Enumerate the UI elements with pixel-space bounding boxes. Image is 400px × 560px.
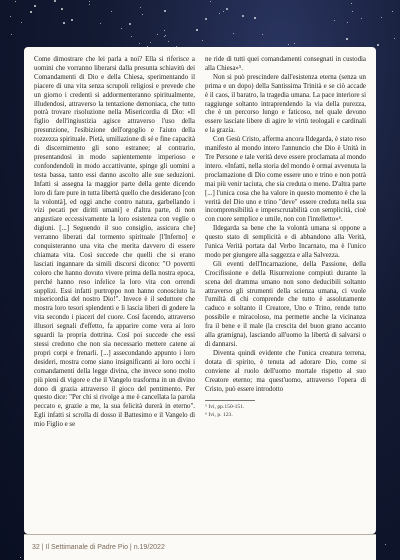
star-dot [226,8,228,10]
star-dot [139,43,140,44]
star-dot [168,41,169,42]
star-dot [347,22,348,23]
star-dot [131,36,132,37]
column-left [34,56,195,430]
star-dot [164,10,166,12]
star-dot [202,40,203,41]
star-dot [334,20,335,21]
star-dot [164,30,165,31]
column-right [205,56,366,430]
star-dot [89,4,90,5]
star-dot [140,7,141,8]
star-dot [196,29,198,31]
star-dot [254,17,256,19]
star-dot [11,34,12,35]
star-dot [346,38,348,40]
page-footer [24,534,376,560]
footnote: ⁶ Ivi, p. 123. [205,411,233,418]
star-dot [392,11,393,12]
article-page [24,47,376,534]
star-dot [351,3,352,4]
star-dot [10,16,11,17]
star-dot [63,22,65,24]
star-dot [15,1,16,2]
star-dot [219,13,220,14]
star-dot [54,0,56,2]
star-dot [288,44,289,45]
footnote: ⁵ Ivi, pp.150-151. [205,404,245,411]
paragraph: Con Gesù Cristo, afferma ancora Ildegarda, è stato reso manifesto al mondo intero l'annuncio che Dio è Unità in Tre Persone e tale verità deve essere proclamata al mondo intero. «Infatti, nella storia del mondo è ormai avvenuta la proclamazione di Dio come essere uno e trino e non potrà mai più venir taciuta, che sia creduta o meno. D'altra parte [...] l'unica cosa che ha valore in questo momento è che la verità del Dio uno e trino "deve" essere creduta nella sua incomprensibilità e imperscrutabilità con semplicità, cioè con cuore semplice e umile, non con l'intelletto»⁶. [205,136,366,224]
paragraph: Come dimostrare che lei parla a noi? Ella si riferisce a uomini che vorranno liberarsi dalla presunta schiavitù dei Comandamenti di Dio e della Chiesa, sperimentando il piacere di una vita senza scrupoli religiosi e prevede che un giorno i credenti si addormenteranno spiritualmente, illudendosi, attraverso la tentazione demoniaca, che tutto potrà trovare risoluzione nella Misericordia di Dio: «Il figlio dell'ingiustizia agisce attraverso l'uso della presunzione, l'esibizione dell'orgoglio e l'aiuto della rozzezza spirituale. Pietà, umiliazione di sé e fine capacità di discernimento gli sono estranee; al contrario, presentandosi in modo sapientemente imperioso e confondendoli in modo accattivante, spinge gli uomini a testa bassa, tanto essi danno ascolto alle sue seduzioni. Infatti si assegna la maggior parte della gente dicendo loro di fare pure in tutta libertà quello che desiderano [con la volontà], ed oggi anche contro natura, garbellando i vizi pecati per diritti umani] e d'altra parte, di non angustiare eccessivamente la loro esistenza con veglie o digiuni. [...] Seguendo il suo consiglio, assicura che] verranno liberati dal tormento spirituale [l'Inferno] e conquisteranno una vita che merita davvero di essere chiamata vita. Così succede che quelli che si erano lasciati ingannare da simili discorsi dicono: "O povertti coloro che hanno dovuto vivere prima della nostra epoca, perché hanno reso infelice la loro vita con orrendi supplizi. Essi infatti purtroppo non hanno conosciuto la misericordia del nostro Dio!". Invece è il seduttore che mostra loro tesori splendenti e li lascia liberi di godere la vita secondo i piaceri del cuore. Così facendo, attraverso illusori segnali d'effetto, fa apparire come vera ai loro sguardi la propria dottrina. Così poi succede che essi stessi credono che non sia necessario mettere catene ai propri corpi e frenarli. [...] assecondando appunto i loro desideri, mostra come siano insignificanti ai loro occhi i comandamenti della legge divina, che invece sono molto più pieni di vigore e che il Vangelo trasforma in un divino dono di grazia attraverso il gioco del pentimento. Per questo dice: "Per chi si rivolge a me è cancellata la parola peccato e, grazie a me, la sua felicità durerà in eterno". Egli infatti si scrolla di dosso il Battesimo e il Vangelo di mio Figlio e se [34,56,195,429]
star-dot [361,18,362,19]
star-dot [71,19,73,21]
star-dot [352,11,353,12]
star-dot [21,22,22,23]
star-dot [233,33,234,34]
star-dot [20,557,21,558]
paragraph: Diventa quindi evidente che l'unica creatura terrena, dotata di spirito, è tenuta ad adorare Dio, come si conviene al ruolo dell'uomo mortale rispetto al suo Creatore eterno; ma quest'uomo, attraverso l'opera di Cristo, può essere introdotto [205,349,366,393]
star-dot [89,1,90,2]
star-dot [61,8,63,10]
star-dot [34,5,36,7]
star-dot [165,35,166,36]
paragraph: Gli eventi dell'Incarnazione, della Passione, della Crocifissione e della Risurrezione compiuti durante la scena del dramma umano non sono deducibili soltanto attraverso gli strumenti della scienza umana, ci vuole l'umiltà di chi comprende che tutto è assolutamente caduco e soltanto il Creatore, Uno e Trino, rende tutto possibile e miracoloso, ma permette anche la vicinanza fra il bene e il male (la crescita del buon grano accanto alla gramigna), lasciando all'uomo la libertà di salvarsi o di dannarsi. [205,260,366,348]
star-dot [381,17,382,18]
star-dot [111,11,112,12]
article-columns [24,47,376,430]
star-dot [385,544,386,545]
star-dot [150,42,151,43]
star-dot [205,18,207,20]
star-dot [223,11,224,12]
star-dot [210,1,211,2]
star-dot [394,38,395,39]
star-dot [129,23,131,25]
star-dot [142,14,143,15]
paragraph: Ildegarda sa bene che la volontà umana si oppone a questo stato di semplicità e di abbandono alla Verità, l'unica Verità portata dal Verbo Incarnato, ma è l'unico modo per giungere alla saggezza e alla Salvezza. [205,225,366,259]
star-dot [30,11,32,13]
star-dot [242,15,244,17]
star-dot [100,23,101,24]
footer-text: 32 | Il Settimanale di Padre Pio | n.19/2022 [32,544,165,551]
paragraph: ne ride di tutti quei comandamenti consegnati in custodia alla Chiesa»⁵. [205,56,366,72]
footnote-divider [205,400,255,401]
star-dot [294,43,295,44]
star-dot [157,34,158,35]
star-dot [377,44,379,46]
paragraph: Non si può prescindere dall'esistenza eterna (senza un prima e un dopo) della Santissima Trinità e se ciò accade è il caos, il baratro, la tragedia umana. La pace interiore si raggiunge soltanto intraprendendo la via della purezza, che è un percorso lungo e faticoso, nel quale devono essere lasciate libere di agire le virtù teologali e cardinali e la grazia. [205,73,366,135]
star-dot [164,36,165,37]
star-dot [262,34,263,35]
star-dot [121,28,122,29]
